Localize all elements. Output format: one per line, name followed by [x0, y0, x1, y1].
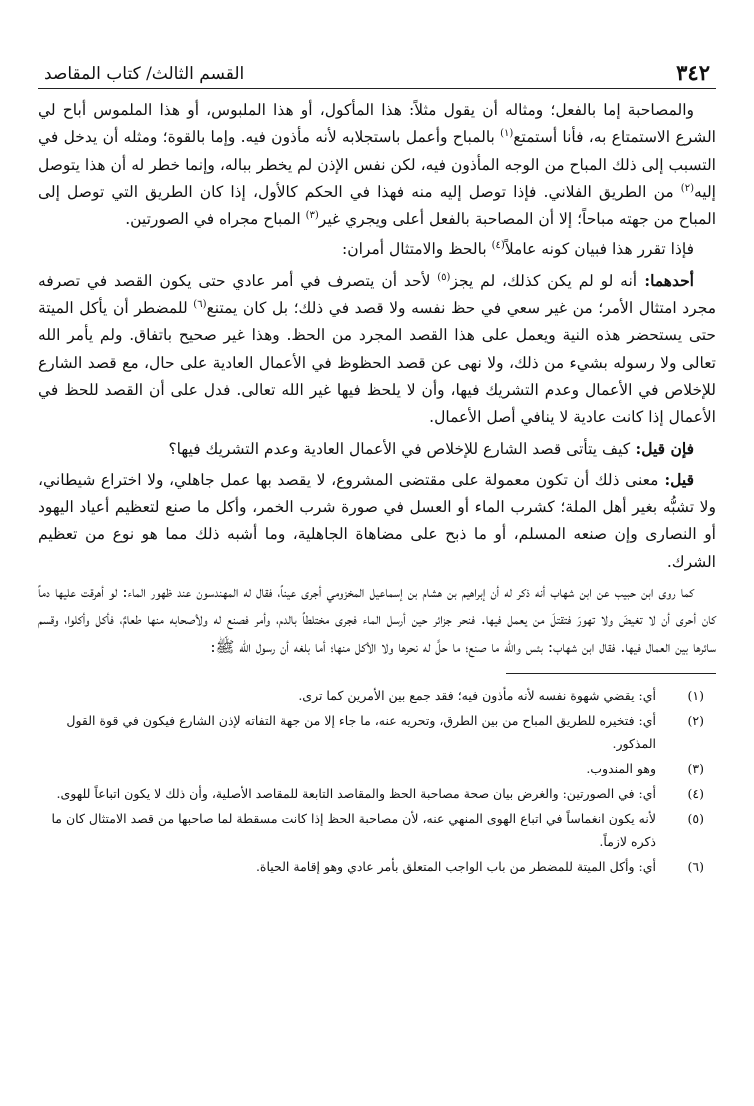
paragraph-p4	[38, 435, 716, 463]
paragraph-lead: قيل:	[658, 469, 695, 489]
footnotes	[38, 684, 716, 878]
text-run: بالمباح وأعمل باستجلابه لأنه مأذون فيه. وإما بالقوة؛ ومثله أن يدخل في التسبب إلى ذلك المباح من الوجه المأذون فيه، لكن نفس الإذن لم يخطر بباله، وإنما خطر له أن هذا يتوصل إليه	[38, 128, 716, 201]
text-run: من الطريق الفلاني. فإذا توصل إليه منه فهذا في الحكم كالأول، إذا كان الطريق التي توصل إلى المباح من جهته مباحاً؛ إلا أن المصاحبة بالفعل أعلى ويجري غير	[38, 182, 716, 229]
paragraph-p5	[38, 466, 716, 576]
text-run: كيف يتأتى قصد الشارع للإخلاص في الأعمال العادية وعدم التشريك فيها؟	[168, 439, 631, 458]
text-run: معنى ذلك أن تكون معمولة على مقتضى المشروع، لا يقصد بها عمل جاهلي، ولا اختراع شيطاني، ولا تشبُّه بغير أهل الملة؛ كشرب الماء أو العسل في صورة شرب الخمر، وأكل ما صنع لتعظيم أعياد اليهود أو النصارى وإن صنعه المسلم، أو ما ذبح على مضاهاة الجاهلية، وما أشبه ذلك مما هو نوع من تعظيم الشرك.	[38, 470, 716, 571]
paragraph-p6	[38, 579, 716, 661]
footnote-number: (٥)	[687, 810, 704, 826]
footnote-reference: (٤)	[491, 240, 505, 252]
footnote-number: (١)	[687, 687, 704, 703]
footnote-reference: (١)	[500, 128, 514, 140]
footnote-item	[38, 782, 716, 805]
book-page	[38, 60, 716, 1090]
page-number: ٣٤٢	[676, 60, 710, 85]
paragraph-p3	[38, 267, 716, 432]
text-run: بالحظ والامتثال أمران:	[342, 240, 492, 259]
footnote-item	[38, 807, 716, 853]
footnote-reference: (٢)	[680, 182, 694, 194]
text-run: كما روى ابن حبيب عن ابن شهاب أنه ذكر له أن إبراهيم بن هشام بن إسماعيل المخزومي أجرى عيناً، فقال له المهندسون عند ظهور الماء: لو أهرقت عليها دماً كان أحرى أن لا تغيضَ ولا تهورَ فتقتلَ من يعمل فيها. فنحر جزائر حين أرسل الماء فجرى مختلطاً بالدم، وأمر فصنع له ولأصحابه منها طعامٌ، فأكل وأكلوا، وقسم سائرها بين العمال فيها. فقال ابن شهاب: بئس والله ما صنع؛ ما حلَّ له نحرها ولا الأكل منها؛ أما بلغه أن رسول الله ﷺ:	[38, 583, 716, 656]
footnote-item	[38, 855, 716, 878]
footnote-text: وهو المندوب.	[586, 760, 656, 776]
footnote-item	[38, 684, 716, 707]
footnote-number: (٢)	[687, 712, 704, 728]
footnote-text: أي: في الصورتين: والغرض بيان صحة مصاحبة الحظ والمقاصد التابعة للمقاصد الأصلية، وأن ذلك لا يكون اتباعاً للهوى.	[56, 785, 656, 801]
footnote-reference: (٣)	[305, 210, 319, 222]
paragraph-lead: أحدهما:	[637, 270, 694, 290]
footnote-item	[38, 757, 716, 780]
footnote-separator	[506, 673, 716, 674]
text-run: لأحد أن يتصرف في أمر عادي حتى يكون القصد في تصرفه مجرد امتثال الأمر؛ من غير سعي في حظ نفسه ولا قصد في ذلك؛ بل كان يمتنع	[38, 271, 717, 318]
footnote-text: أي: وأكل الميتة للمضطر من باب الواجب المتعلق بأمر عادي وهو إقامة الحياة.	[255, 858, 656, 874]
paragraph-p1	[38, 97, 716, 233]
footnote-text: أي: يقضي شهوة نفسه لأنه مأذون فيه؛ فقد جمع بين الأمرين كما ترى.	[298, 687, 656, 703]
footnote-number: (٤)	[687, 785, 704, 801]
footnote-item	[38, 709, 716, 755]
text-run: للمضطر أن يأكل الميتة حتى يستحضر هذه النية ويعمل على هذا القصد المجرد من الحظ. وهذا غير صحيح باتفاق. ولم يأمر الله تعالى ولا رسوله بشيء من ذلك، ولا نهى عن قصد الحظوظ في الأعمال العادية على حال، مع قصد الشارع للإخلاص في الأعمال وعدم التشريك فيها، وأن لا يلحظ فيها غير الله تعالى. فدل على أن القصد للحظ في الأعمال إذا كانت عادية لا ينافي أصل الأعمال.	[38, 299, 716, 427]
footnote-reference: (٦)	[193, 298, 207, 310]
footnote-text: لأنه يكون انغماساً في اتباع الهوى المنهي عنه، لأن مصاحبة الحظ إذا كانت مسقطة لما صاحبها من قصد الامتثال كان ما ذكره لازماً.	[51, 810, 656, 849]
footnote-reference: (٥)	[437, 271, 451, 283]
text-run: أنه لو لم يكن كذلك، لم يجز	[450, 271, 638, 290]
running-head: القسم الثالث/ كتاب المقاصد	[44, 64, 245, 84]
page-header	[38, 60, 716, 89]
footnote-number: (٦)	[687, 858, 704, 874]
main-text	[38, 97, 716, 661]
text-run: فإذا تقرر هذا فبيان كونه عاملاً	[504, 240, 694, 259]
footnote-number: (٣)	[687, 760, 704, 776]
text-run: والمصاحبة إما بالفعل؛ ومثاله أن يقول مثلاً: هذا المأكول، أو هذا الملبوس، أو هذا الملموس أباح لي الشرع الاستمتاع به، فأنا أستمتع	[38, 101, 716, 147]
text-run: المباح مجراه في الصورتين.	[125, 210, 306, 229]
paragraph-lead: فإن قيل:	[630, 438, 694, 458]
paragraph-p2	[38, 236, 716, 263]
footnote-text: أي: فتخيره للطريق المباح من بين الطرق، وتحريه عنه، ما جاء إلا من جهة التفاته لإذن الشارع فيكون في قوة القول المذكور.	[66, 712, 656, 751]
